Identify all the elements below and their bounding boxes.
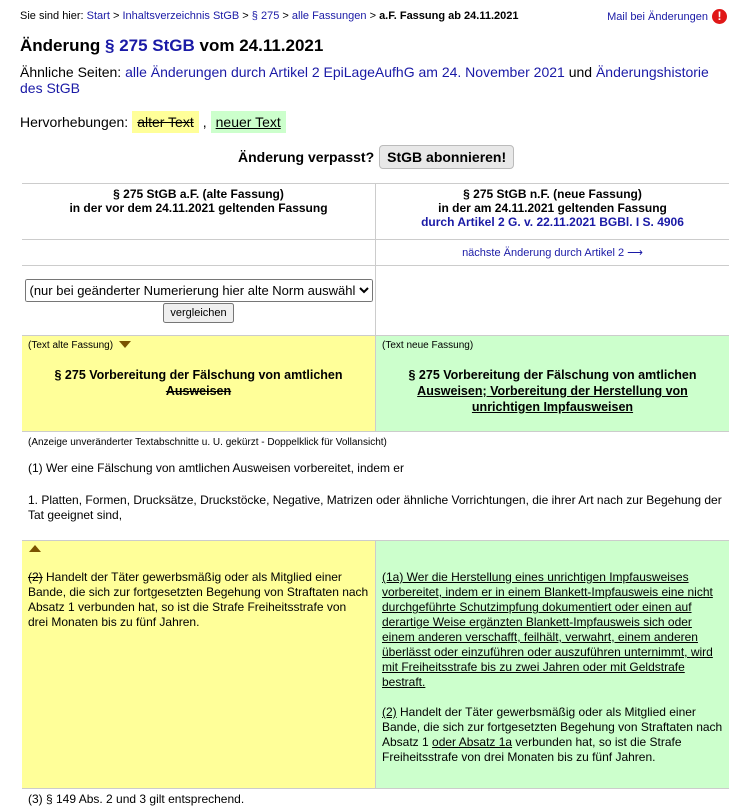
breadcrumb-prefix: Sie sind hier: (20, 10, 84, 22)
old-text-sample: alter Text (132, 111, 199, 133)
empty-cell (376, 266, 729, 335)
compare-row (22, 266, 729, 336)
similar-mid: und (568, 64, 593, 80)
new-paragraph-cell (376, 541, 729, 788)
old-paragraph-cell (22, 541, 376, 788)
new-title-cell (376, 336, 729, 431)
breadcrumb-toc[interactable]: Inhaltsverzeichnis StGB (122, 10, 240, 22)
old-section-title (28, 367, 369, 399)
breadcrumb-start[interactable]: Start (86, 10, 110, 22)
new-text-sample: neuer Text (211, 111, 286, 133)
breadcrumb (20, 10, 518, 22)
breadcrumb-current: a.F. Fassung ab 24.11.2021 (379, 10, 519, 22)
title-row (22, 336, 729, 432)
alert-icon: ! (712, 9, 727, 24)
old-text-label-text: (Text alte Fassung) (28, 340, 114, 351)
compare-button[interactable]: vergleichen (163, 303, 233, 323)
navigation-row (22, 240, 729, 266)
changed-row (22, 541, 729, 789)
new-para2-inserted-number: (2) (382, 705, 397, 719)
comparison-table (22, 183, 729, 811)
unchanged-row (22, 432, 729, 541)
old-para2-struck: (2) (28, 570, 43, 584)
similar-pages (20, 64, 720, 96)
new-title-inserted: Ausweisen; Vorbereitung der Herstellung von unrichtigen Impfausweisen (417, 384, 688, 414)
new-version-header (376, 184, 729, 239)
title-suffix: vom 24.11.2021 (199, 36, 324, 55)
new-text-label: (Text neue Fassung) (382, 340, 474, 351)
all-changes-link[interactable]: alle Änderungen durch Artikel 2 EpiLageAufhG am 24. November 2021 (125, 64, 565, 80)
compare-cell (22, 266, 376, 335)
breadcrumb-section[interactable]: § 275 (251, 10, 280, 22)
expand-triangle-icon[interactable] (29, 545, 41, 552)
breadcrumb-separator: > (282, 10, 289, 22)
new-para2-inserted-ref: oder Absatz 1a (432, 735, 513, 749)
new-para2-text: Handelt der Täter gewerbsmäßig oder als Mitglied einer Bande, die sich zur fortgesetzten Begehung von Straftaten nach Absatz 1 (382, 705, 723, 749)
unchanged-note: (Anzeige unveränderter Textabschnitte u. U. gekürzt - Doppelklick für Vollansicht) (28, 437, 387, 448)
old-para2-text: Handelt der Täter gewerbsmäßig oder als Mitglied einer Bande, die sich zur fortgesetzten Begehung von Straftaten nach Absatz 1 verbunden hat, so ist die Strafe Freiheitsstrafe von drei Monaten bis zu fünf Jahren. (28, 570, 369, 629)
version-header-row (22, 183, 729, 240)
change-history-link[interactable]: Änderungshistorie des StGB (20, 64, 709, 96)
old-header-title: § 275 StGB a.F. (alte Fassung) (113, 187, 284, 201)
new-section-title (382, 367, 723, 415)
breadcrumb-separator: > (242, 10, 249, 22)
old-version-header (22, 184, 376, 239)
similar-prefix: Ähnliche Seiten: (20, 64, 122, 80)
mail-label: Mail bei Änderungen (607, 10, 708, 23)
highlight-legend (20, 111, 286, 133)
missed-label: Änderung verpasst? (238, 149, 375, 165)
highlight-label: Hervorhebungen: (20, 114, 129, 130)
old-norm-select[interactable] (25, 279, 373, 302)
old-title-cell (22, 336, 376, 431)
empty-cell (22, 240, 376, 265)
paragraph-1: (1) Wer eine Fälschung von amtlichen Ausweisen vorbereitet, indem er (28, 461, 404, 475)
subscribe-button[interactable]: StGB abonnieren! (379, 145, 514, 169)
title-prefix: Änderung (20, 36, 101, 55)
old-paragraph-2 (28, 570, 369, 630)
breadcrumb-separator: > (369, 10, 376, 22)
paragraph-3-row (22, 789, 729, 811)
paragraph-3: (3) § 149 Abs. 2 und 3 gilt entsprechend. (28, 792, 245, 806)
new-paragraph-2 (382, 705, 723, 765)
new-header-date: in der am 24.11.2021 geltenden Fassung (438, 201, 667, 215)
breadcrumb-all-versions[interactable]: alle Fassungen (291, 10, 367, 22)
old-title-plain: § 275 Vorbereitung der Fälschung von amtlichen (54, 368, 343, 382)
highlight-comma: , (202, 114, 207, 130)
title-section-link[interactable]: § 275 StGB (105, 36, 195, 55)
bgbl-link[interactable]: durch Artikel 2 G. v. 22.11.2021 BGBl. I S. 4906 (421, 215, 684, 229)
new-paragraph-1a: (1a) Wer die Herstellung eines unrichtigen Impfausweises vorbereitet, indem er in einem Blankett-Impfausweis eine nicht durchgeführte Schutzimpfung dokumentiert oder einen auf derartige Weise ergänzten Blankett-Impfausweis sich oder einem anderen verschafft, feilhält, verwahrt, einem anderen überlässt oder einzuführen oder auszuführen unternimmt, wird mit Freiheitsstrafe bis zu zwei Jahren oder mit Geldstrafe bestraft. (382, 570, 713, 689)
subscribe-bar (238, 145, 514, 169)
next-change-cell (376, 240, 729, 265)
new-para2-end: verbunden hat, so ist die Strafe Freiheitsstrafe von drei Monaten bis zu fünf Jahren. (382, 735, 682, 764)
old-header-date: in der vor dem 24.11.2021 geltenden Fassung (69, 201, 328, 215)
collapse-triangle-icon[interactable] (119, 341, 131, 348)
old-title-struck: Ausweisen (165, 384, 232, 398)
paragraph-1-item-1: 1. Platten, Formen, Drucksätze, Druckstöcke, Negative, Matrizen oder ähnliche Vorrichtungen, die ihrer Art nach zur Begehung der Tat geeignet sind, (28, 493, 722, 522)
mail-on-changes-link[interactable] (607, 9, 727, 24)
new-header-title: § 275 StGB n.F. (neue Fassung) (463, 187, 642, 201)
old-text-label (28, 340, 369, 351)
breadcrumb-separator: > (112, 10, 120, 22)
unchanged-text-cell (28, 437, 723, 535)
new-title-plain: § 275 Vorbereitung der Fälschung von amtlichen (408, 368, 697, 382)
next-change-link[interactable]: nächste Änderung durch Artikel 2 ⟶ (462, 247, 643, 259)
page-title (20, 36, 323, 56)
